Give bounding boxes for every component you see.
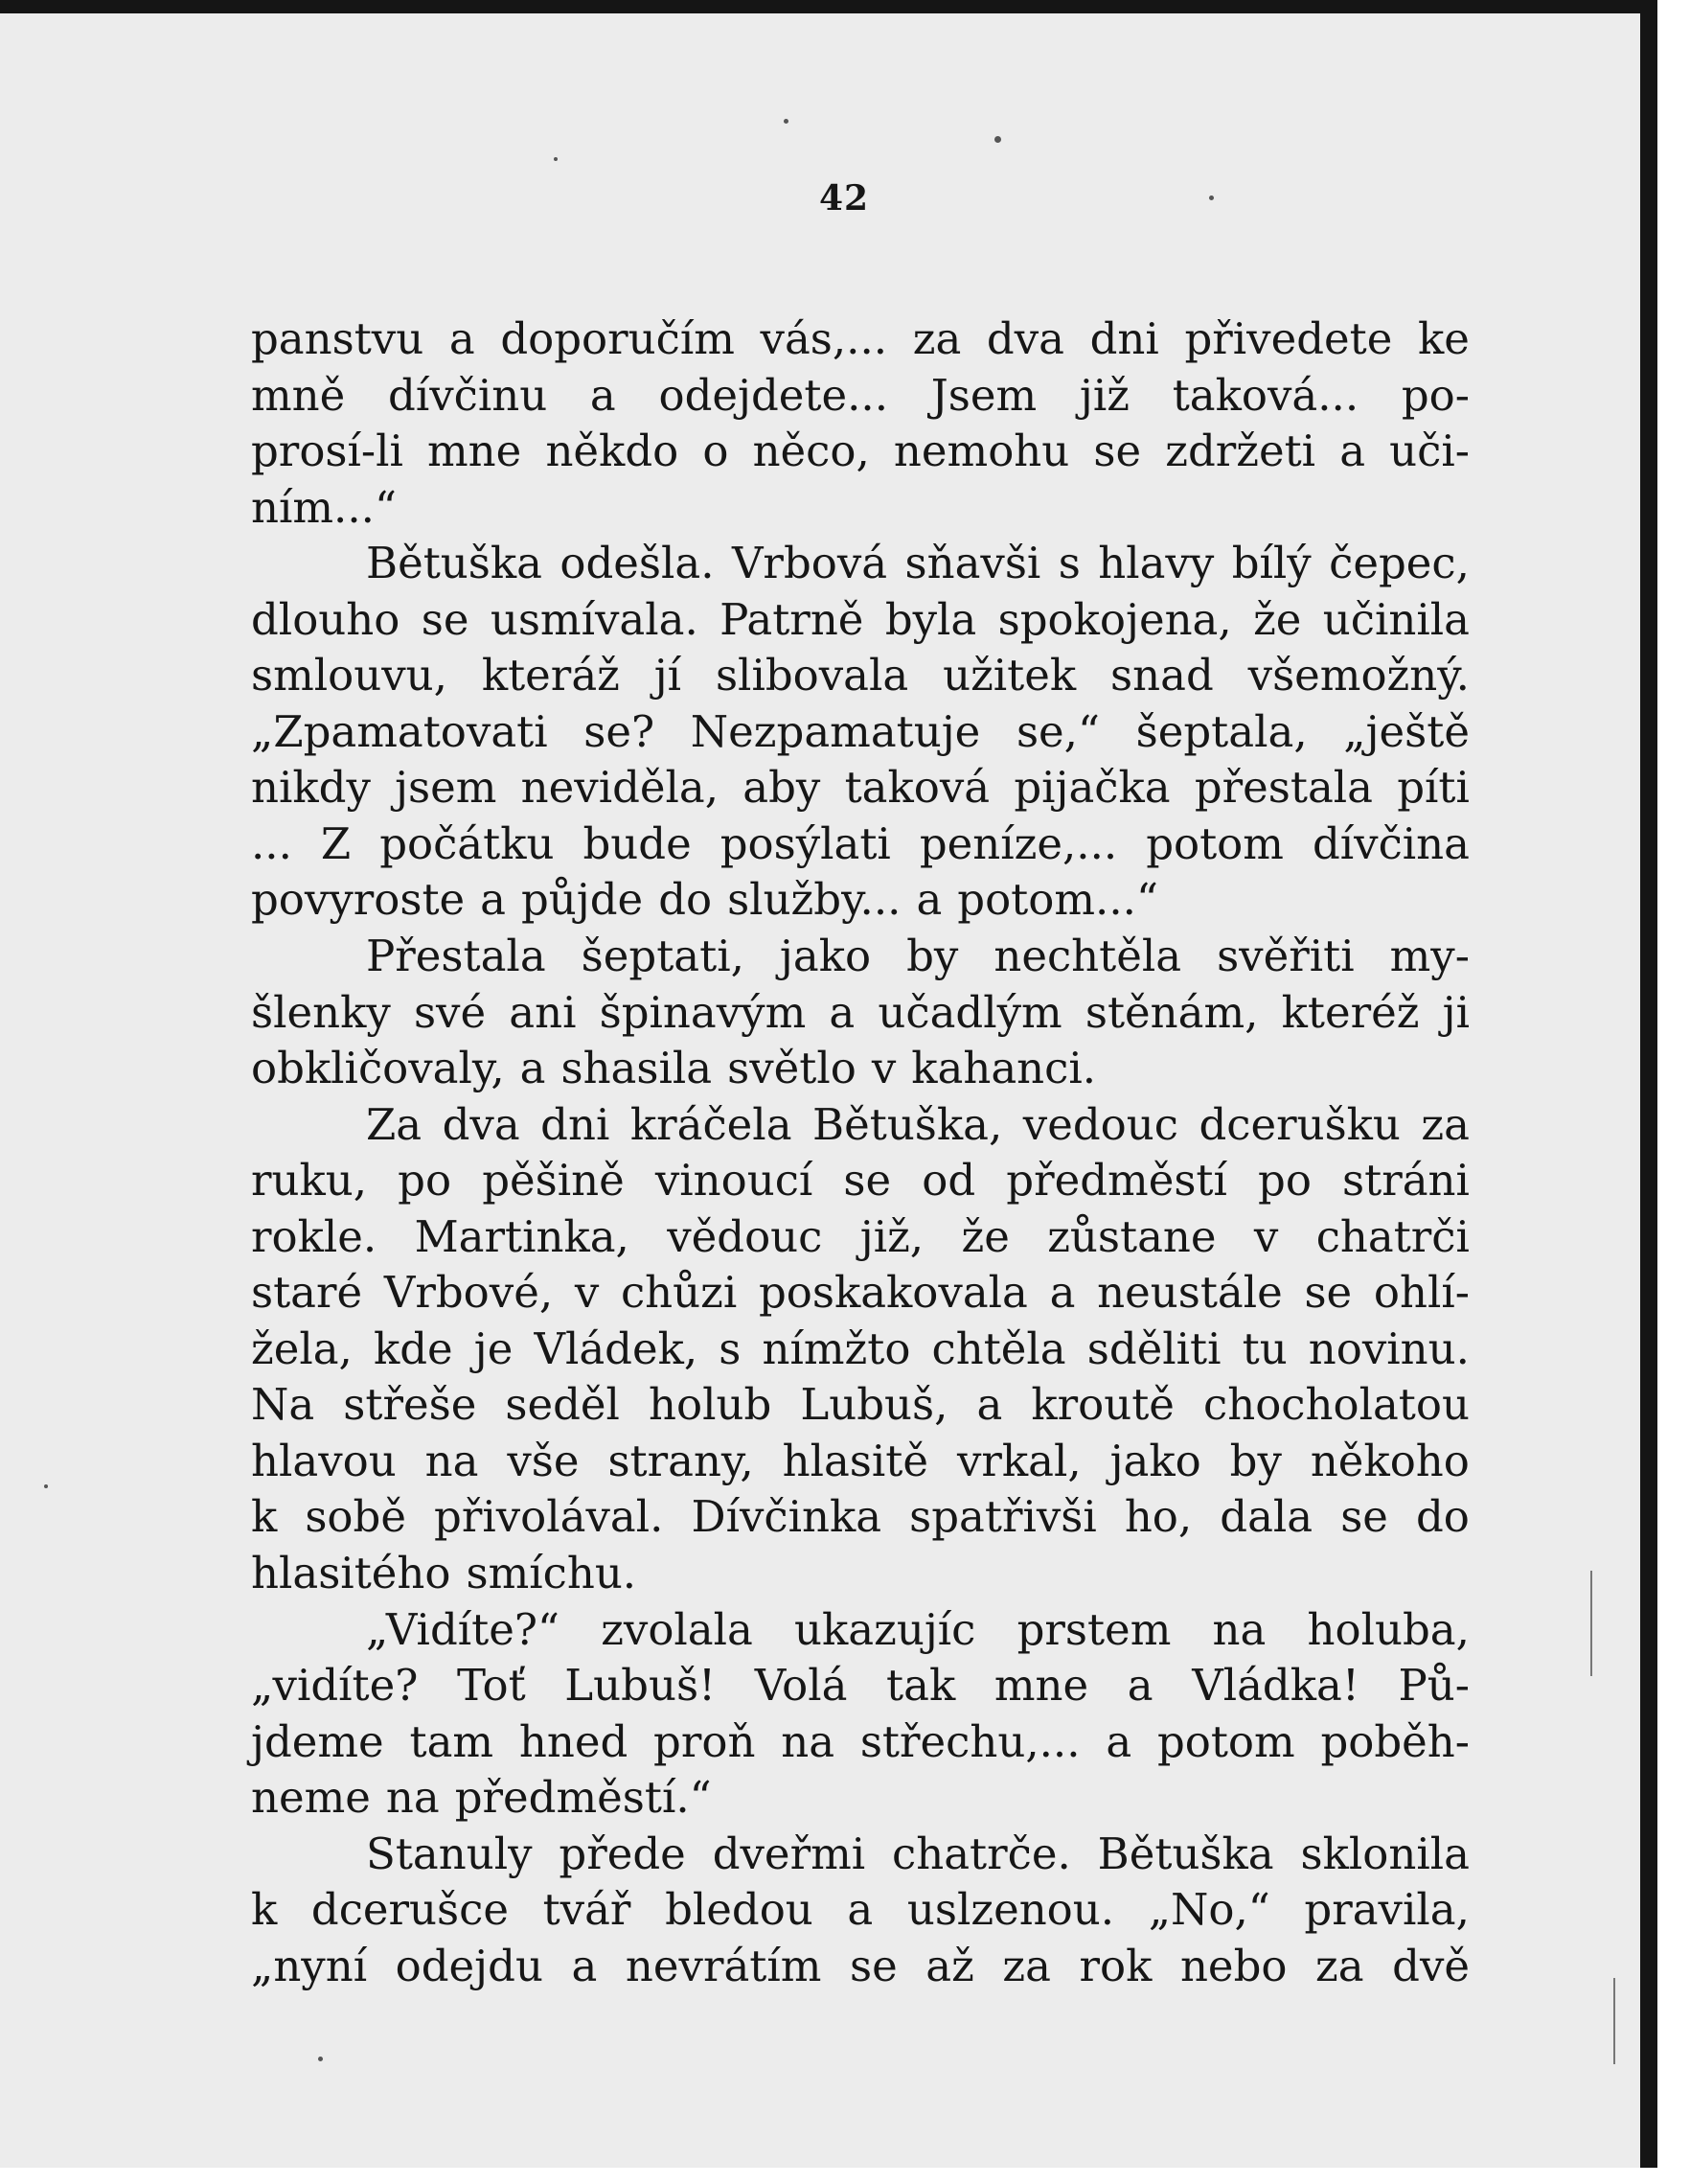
scan-speck [1209,195,1214,200]
text-line: povyroste a půjde do služby... a potom...“ [251,874,1158,926]
scan-edge-mark [1590,1571,1592,1676]
page-number: 42 [818,178,870,218]
text-line: rokle. Martinka, vědouc již, že zůstane v chatrči [251,1210,1470,1262]
scan-speck [554,157,558,161]
body-text [251,311,1470,1994]
text-line: hlavou na vše strany, hlasitě vrkal, jako by někoho [251,1435,1470,1486]
text-line: ním...“ [251,481,397,533]
text-line: k dcerušce tvář bledou a uslzenou. „No,“ pravila, [251,1884,1470,1936]
text-line: staré Vrbové, v chůzi poskakovala a neustále se ohlí- [251,1267,1470,1319]
text-line: Bětuška odešla. Vrbová sňavši s hlavy bílý čepec, [366,538,1470,589]
text-line: obkličovaly, a shasila světlo v kahanci. [251,1043,1097,1094]
text-line: ruku, po pěšině vinoucí se od předměstí po stráni [251,1155,1470,1207]
text-line: Přestala šeptati, jako by nechtěla svěřiti my- [366,931,1470,982]
text-line: smlouvu, kteráž jí slibovala užitek snad všemožný. [251,650,1470,701]
text-line: panstvu a doporučím vás,... za dva dni přivedete ke [251,313,1470,364]
text-line: šlenky své ani špinavým a učadlým stěnám, kteréž ji [251,986,1470,1038]
text-line: žela, kde je Vládek, s nímžto chtěla sděliti tu novinu. [251,1322,1470,1374]
text-line: neme na předměstí.“ [251,1772,712,1824]
text-line: Na střeše seděl holub Lubuš, a kroutě chocholatou [251,1379,1470,1431]
scan-speck [784,119,788,124]
text-line: Stanuly přede dveřmi chatrče. Bětuška sklonila [366,1828,1470,1879]
text-line: „Vidíte?“ zvolala ukazujíc prstem na holuba, [366,1603,1470,1655]
text-line: prosí-li mne někdo o něco, nemohu se zdržeti a uči- [251,425,1470,477]
text-line: „Zpamatovati se? Nezpamatuje se,“ šeptala, „ještě [251,705,1470,757]
text-line: hlasitého smíchu. [251,1548,637,1599]
text-line: „nyní odejdu a nevrátím se až za rok nebo za dvě [251,1940,1470,1991]
scan-speck [994,136,1001,143]
scan-edge-mark [1613,1978,1615,2064]
text-line: „vidíte? Toť Lubuš! Volá tak mne a Vládka! Pů- [251,1660,1470,1712]
text-line: jdeme tam hned proň na střechu,... a potom poběh- [251,1715,1470,1767]
scan-speck [44,1484,48,1488]
text-line: nikdy jsem neviděla, aby taková pijačka přestala píti [251,762,1470,814]
text-line: ... Z počátku bude posýlati peníze,... potom dívčina [251,817,1470,869]
text-line: mně dívčinu a odejdete... Jsem již taková... po- [251,369,1470,421]
text-line: dlouho se usmívala. Patrně byla spokojena, že učinila [251,593,1470,645]
scan-speck [318,2057,323,2061]
text-line: k sobě přivolával. Dívčinka spatřivši ho, dala se do [251,1491,1470,1543]
text-line: Za dva dni kráčela Bětuška, vedouc dcerušku za [366,1098,1470,1150]
